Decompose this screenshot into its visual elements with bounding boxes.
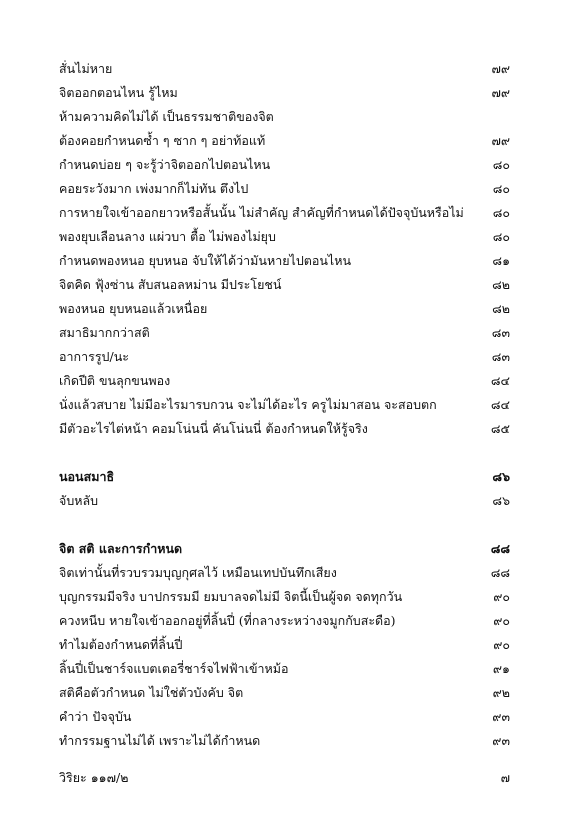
toc-entry-page: ๘๖ <box>492 469 510 484</box>
toc-group-3 <box>59 537 510 753</box>
toc-entry <box>59 321 510 345</box>
toc-entry-page: ๘๖ <box>492 493 510 508</box>
toc-entry-title: สั่นไม่หาย <box>59 61 113 76</box>
toc-entry <box>59 153 510 177</box>
toc-entry <box>59 345 510 369</box>
toc-entry-page: ๘๘ <box>490 565 510 580</box>
toc-entry <box>59 417 510 441</box>
toc-entry <box>59 369 510 393</box>
toc-entry-page: ๙๑ <box>492 661 510 676</box>
toc-entry-title: จิตออกตอนไหน รู้ไหม <box>59 85 178 100</box>
toc-entry-title: บุญกรรมมีจริง บาปกรรมมี ยมบาลจดไม่มี จิตนี้เป็นผู้จด จดทุกวัน <box>59 589 403 604</box>
toc-entry-page: ๗๙ <box>491 133 510 148</box>
toc-entry <box>59 657 510 681</box>
toc-entry-title: ห้ามความคิดไม่ได้ เป็นธรรมชาติของจิต <box>59 109 274 124</box>
toc-entry-page: ๘๑ <box>492 253 510 268</box>
toc-entry-title: จิตคิด ฟุ้งซ่าน สับสนอลหม่าน มีประโยชน์ <box>59 277 282 292</box>
footer-label: วิริยะ ๑๑๗/๒ <box>59 770 129 785</box>
toc-entry-title: นอนสมาธิ <box>59 469 115 484</box>
toc-entry <box>59 729 510 753</box>
toc-entry-title: สมาธิมากกว่าสติ <box>59 325 150 340</box>
toc-entry-title: ลิ้นปี่เป็นชาร์จแบตเตอรี่ชาร์จไฟฟ้าเข้าหม้อ <box>59 661 289 676</box>
toc-entry <box>59 81 510 105</box>
toc-entry-page: ๘๐ <box>492 229 510 244</box>
toc-entry-title: ต้องคอยกำหนดซ้ำ ๆ ซาก ๆ อย่าท้อแท้ <box>59 133 266 148</box>
toc-entry-page: ๙๒ <box>492 685 510 700</box>
toc-entry-page: ๗๙ <box>491 61 510 76</box>
toc-entry <box>59 561 510 585</box>
toc-entry-title: จับหลับ <box>59 493 99 508</box>
toc-entry-title: สติคือตัวกำหนด ไม่ใช่ตัวบังคับ จิต <box>59 685 244 700</box>
toc-entry-title: มีตัวอะไรไต่หน้า คอมโน่นนี่ คันโน่นนี่ ต้องกำหนดให้รู้จริง <box>59 421 368 436</box>
toc-entry <box>59 57 510 81</box>
toc-entry-page: ๗๙ <box>491 85 510 100</box>
toc-entry-page: ๙๓ <box>492 733 510 748</box>
toc-entry-page: ๙๐ <box>493 589 510 604</box>
toc-entry-title: คอยระวังมาก เพ่งมากก็ไม่ทัน ตึงไป <box>59 181 249 196</box>
table-of-contents <box>59 57 510 753</box>
section-gap <box>59 441 510 465</box>
toc-entry <box>59 225 510 249</box>
toc-entry-page: ๘๐ <box>492 181 510 196</box>
toc-entry-title: กำหนดบ่อย ๆ จะรู้ว่าจิตออกไปตอนไหน <box>59 157 271 172</box>
toc-entry <box>59 249 510 273</box>
section-gap <box>59 513 510 537</box>
toc-entry <box>59 105 510 129</box>
toc-entry-page: ๘๔ <box>490 373 510 388</box>
toc-entry-title: อาการรูป/นะ <box>59 349 129 364</box>
toc-entry-page: ๘๔ <box>490 397 510 412</box>
toc-entry <box>59 177 510 201</box>
toc-entry-page: ๘๘ <box>490 541 510 556</box>
toc-entry-page: ๙๐ <box>493 637 510 652</box>
page-footer <box>59 766 510 790</box>
toc-entry-title: นั่งแล้วสบาย ไม่มีอะไรมารบกวน จะไม่ได้อะไร ครูไม่มาสอน จะสอบตก <box>59 397 437 412</box>
toc-entry <box>59 489 510 513</box>
toc-entry-title: พองหนอ ยุบหนอแล้วเหนื่อย <box>59 301 208 316</box>
toc-entry-page: ๘๓ <box>491 325 510 340</box>
toc-group-2 <box>59 465 510 513</box>
toc-entry-page: ๙๓ <box>492 709 510 724</box>
toc-group-1 <box>59 57 510 441</box>
toc-entry <box>59 393 510 417</box>
toc-entry <box>59 585 510 609</box>
toc-entry-page: ๘๕ <box>490 421 510 436</box>
toc-entry <box>59 633 510 657</box>
toc-entry-page: ๘๐ <box>492 157 510 172</box>
toc-entry-title: คำว่า ปัจจุบัน <box>59 709 132 724</box>
page-number: ๗ <box>500 770 510 785</box>
toc-entry <box>59 129 510 153</box>
toc-entry-title: เกิดปีติ ขนลุกขนพอง <box>59 373 171 388</box>
toc-entry <box>59 201 510 225</box>
toc-section-heading <box>59 537 510 561</box>
toc-entry-page: ๘๐ <box>492 205 510 220</box>
toc-entry-page: ๙๐ <box>493 613 510 628</box>
toc-entry <box>59 273 510 297</box>
toc-entry <box>59 609 510 633</box>
toc-entry-title: ทำกรรมฐานไม่ได้ เพราะไม่ได้กำหนด <box>59 733 261 748</box>
toc-entry-title: กำหนดพองหนอ ยุบหนอ จับให้ได้ว่ามันหายไปตอนไหน <box>59 253 352 268</box>
toc-section-heading <box>59 465 510 489</box>
toc-entry <box>59 297 510 321</box>
toc-entry <box>59 705 510 729</box>
toc-entry-title: พองยุบเลือนลาง แผ่วบา ตื้อ ไม่พองไม่ยุบ <box>59 229 276 244</box>
toc-entry-page: ๘๓ <box>491 349 510 364</box>
toc-entry-page: ๘๒ <box>492 301 510 316</box>
toc-entry-title: จิต สติ และการกำหนด <box>59 541 183 556</box>
toc-entry-title: ทำไมต้องกำหนดที่ลิ้นปี่ <box>59 637 183 652</box>
toc-entry <box>59 681 510 705</box>
toc-entry-title: จิตเท่านั้นที่รวบรวมบุญกุศลไว้ เหมือนเทปบันทึกเสียง <box>59 565 337 580</box>
toc-entry-title: การหายใจเข้าออกยาวหรือสั้นนั้น ไม่สำคัญ สำคัญที่กำหนดได้ปัจจุบันหรือไม่ <box>59 205 464 220</box>
toc-entry-title: ควงหนีบ หายใจเข้าออกอยู่ที่ลิ้นปี่ (ที่กลางระหว่างจมูกกับสะดือ) <box>59 613 396 628</box>
toc-entry-page: ๘๒ <box>492 277 510 292</box>
